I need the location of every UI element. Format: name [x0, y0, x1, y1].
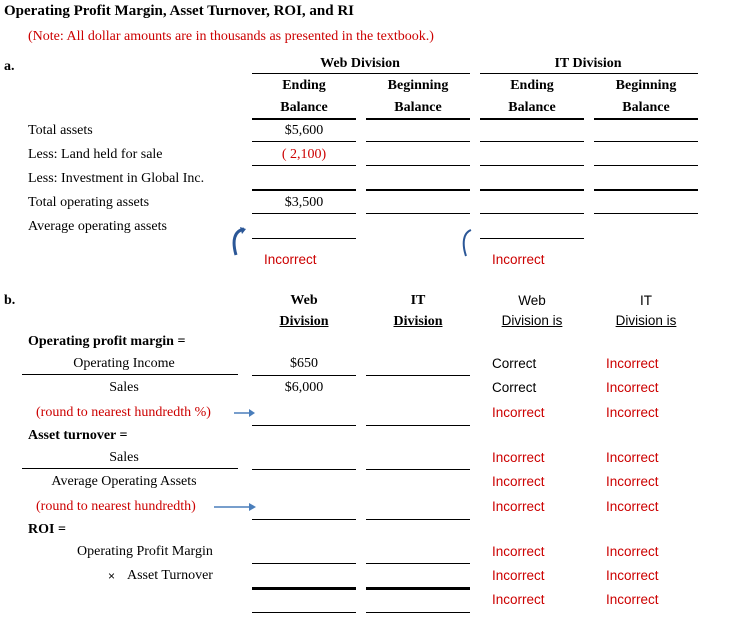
col-ending-web-2: Balance	[280, 100, 328, 115]
col-it: IT	[410, 293, 426, 308]
web-at-sales-field[interactable]	[252, 447, 356, 470]
it-bracket-icon	[458, 226, 474, 258]
opm-heading: Operating profit margin =	[28, 334, 186, 349]
it-roi-opm-field[interactable]	[366, 541, 470, 564]
col-it-is-2: Division is	[615, 313, 677, 328]
status-at-avg-web: Incorrect	[492, 474, 545, 489]
at-round-note: (round to nearest hundredth)	[36, 499, 196, 514]
col-beginning-it-2: Balance	[622, 100, 670, 115]
col-web: Web	[290, 293, 318, 308]
status-roi-at-it: Incorrect	[606, 568, 659, 583]
status-roi-web: Incorrect	[492, 592, 545, 607]
status-at-sales-web: Incorrect	[492, 450, 545, 465]
it-average-operating-assets-field[interactable]	[480, 216, 584, 239]
web-sales-value[interactable]: $6,000	[284, 380, 324, 395]
status-at-it: Incorrect	[606, 499, 659, 514]
web-roi-field[interactable]	[252, 590, 356, 613]
part-b-label: b.	[4, 293, 16, 308]
row-average-operating-assets: Average operating assets	[28, 219, 167, 234]
col-web-is-2: Division is	[501, 313, 563, 328]
row-total-operating-assets: Total operating assets	[28, 195, 150, 210]
status-at-web: Incorrect	[492, 499, 545, 514]
col-it-is: IT	[640, 293, 652, 308]
it-ending-total-op-field[interactable]	[480, 191, 584, 214]
roi-at-label: Asset Turnover	[127, 568, 213, 583]
it-opm-field[interactable]	[366, 403, 470, 426]
it-division-header: IT Division	[554, 56, 622, 71]
web-ending-total-assets-field[interactable]	[252, 119, 356, 142]
roi-heading: ROI =	[28, 522, 66, 537]
web-operating-income-value[interactable]: $650	[290, 356, 318, 371]
web-land-held-value[interactable]: ( 2,100)	[281, 147, 327, 162]
status-opm-it: Incorrect	[606, 405, 659, 420]
row-investment: Less: Investment in Global Inc.	[28, 171, 205, 186]
status-roi-it: Incorrect	[606, 592, 659, 607]
status-sales-it: Incorrect	[606, 380, 659, 395]
web-total-operating-assets-value[interactable]: $3,500	[284, 195, 324, 210]
it-beginning-total-assets-field[interactable]	[594, 119, 698, 142]
part-a-label: a.	[4, 59, 15, 74]
web-ending-land-field[interactable]	[252, 143, 356, 166]
web-status-a: Incorrect	[264, 252, 317, 267]
at-heading: Asset turnover =	[28, 428, 128, 443]
opm-sales-label: Sales	[109, 380, 139, 395]
note-text: (Note: All dollar amounts are in thousands as presented in the textbook.)	[28, 29, 434, 44]
status-sales-web: Correct	[492, 380, 537, 395]
col-web-is: Web	[518, 293, 546, 308]
web-roi-opm-field[interactable]	[252, 541, 356, 564]
col-ending-it-2: Balance	[508, 100, 556, 115]
web-bracket-arrow-icon	[228, 225, 248, 259]
col-beginning-web-2: Balance	[394, 100, 442, 115]
row-land-held: Less: Land held for sale	[28, 147, 163, 162]
it-ending-total-assets-field[interactable]	[480, 119, 584, 142]
at-avg-assets-label: Average Operating Assets	[51, 474, 197, 489]
web-average-operating-assets-field[interactable]	[252, 216, 356, 239]
page-title: Operating Profit Margin, Asset Turnover, ROI, and RI	[4, 3, 355, 19]
web-roi-at-field[interactable]	[252, 565, 356, 588]
it-oi-field[interactable]	[366, 353, 470, 376]
web-beginning-total-op-field[interactable]	[366, 191, 470, 214]
web-total-assets-value[interactable]: $5,600	[284, 123, 324, 138]
it-beginning-total-op-field[interactable]	[594, 191, 698, 214]
opm-operating-income-label: Operating Income	[73, 356, 175, 371]
web-beginning-land-field[interactable]	[366, 143, 470, 166]
web-beginning-total-assets-field[interactable]	[366, 119, 470, 142]
status-roi-at-web: Incorrect	[492, 568, 545, 583]
col-beginning-web: Beginning	[387, 78, 449, 93]
col-it-2: Division	[393, 314, 443, 329]
web-opm-field[interactable]	[252, 403, 356, 426]
web-division-header: Web Division	[320, 56, 400, 71]
status-roi-opm-web: Incorrect	[492, 544, 545, 559]
it-roi-at-field[interactable]	[366, 565, 470, 588]
it-ending-land-field[interactable]	[480, 143, 584, 166]
col-ending-it: Ending	[510, 78, 554, 93]
status-at-avg-it: Incorrect	[606, 474, 659, 489]
roi-opm-label: Operating Profit Margin	[77, 544, 213, 559]
it-roi-field[interactable]	[366, 590, 470, 613]
it-at-field[interactable]	[366, 497, 470, 520]
web-oi-field[interactable]	[252, 353, 356, 376]
it-at-sales-field[interactable]	[366, 447, 470, 470]
opm-round-note: (round to nearest hundredth %)	[36, 405, 211, 420]
it-status-a: Incorrect	[492, 252, 545, 267]
multiply-icon: ×	[108, 569, 116, 583]
status-oi-it: Incorrect	[606, 356, 659, 371]
web-at-field[interactable]	[252, 497, 356, 520]
col-ending-web: Ending	[282, 78, 326, 93]
status-opm-web: Incorrect	[492, 405, 545, 420]
it-beginning-land-field[interactable]	[594, 143, 698, 166]
col-web-2: Division	[279, 314, 329, 329]
status-oi-web: Correct	[492, 356, 537, 371]
at-sales-label: Sales	[109, 450, 139, 465]
web-ending-total-op-field[interactable]	[252, 191, 356, 214]
row-total-assets: Total assets	[28, 123, 93, 138]
col-beginning-it: Beginning	[615, 78, 677, 93]
status-at-sales-it: Incorrect	[606, 450, 659, 465]
status-roi-opm-it: Incorrect	[606, 544, 659, 559]
